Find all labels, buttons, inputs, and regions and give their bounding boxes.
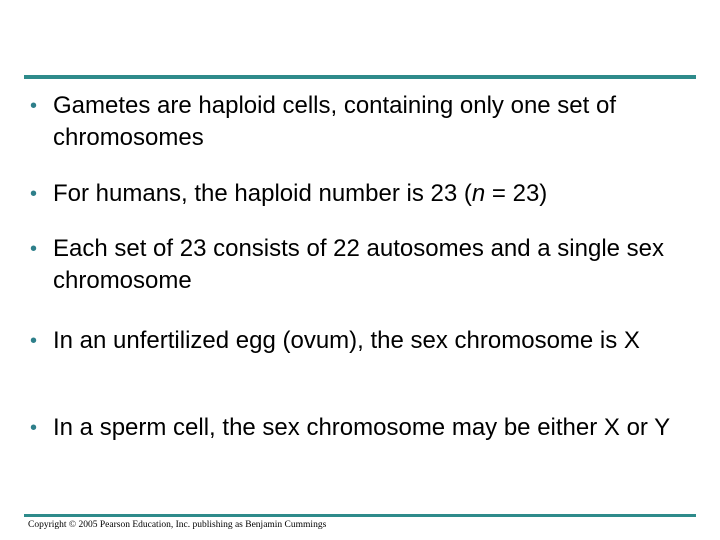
bullet-text: Gametes are haploid cells, containing only one set of chromosomes	[53, 92, 617, 151]
bullet-text-after: = 23)	[485, 180, 548, 207]
bullet-item-haploid-number	[30, 178, 700, 210]
bullet-icon: •	[30, 417, 38, 439]
bullet-text: Each set of 23 consists of 22 autosomes and a single sex chromosome	[53, 235, 665, 294]
bullet-item-ovum	[30, 325, 700, 357]
bullet-icon: •	[30, 183, 38, 205]
variable-n: n	[471, 180, 486, 207]
bullet-text: In a sperm cell, the sex chromosome may be either X or Y	[53, 414, 671, 441]
bullet-icon: •	[30, 95, 38, 117]
bullet-text-before: For humans, the haploid number is 23 (	[53, 180, 472, 207]
bullet-icon: •	[30, 330, 38, 352]
bullet-item-gametes	[30, 90, 700, 154]
copyright-notice: Copyright © 2005 Pearson Education, Inc. publishing as Benjamin Cummings	[28, 520, 327, 530]
bullet-text	[53, 178, 700, 210]
bullet-item-sperm	[30, 412, 700, 444]
bullet-icon: •	[30, 238, 38, 260]
bottom-divider	[24, 514, 696, 517]
bullet-text: In an unfertilized egg (ovum), the sex chromosome is X	[53, 327, 640, 354]
bullet-item-autosomes	[30, 233, 700, 297]
